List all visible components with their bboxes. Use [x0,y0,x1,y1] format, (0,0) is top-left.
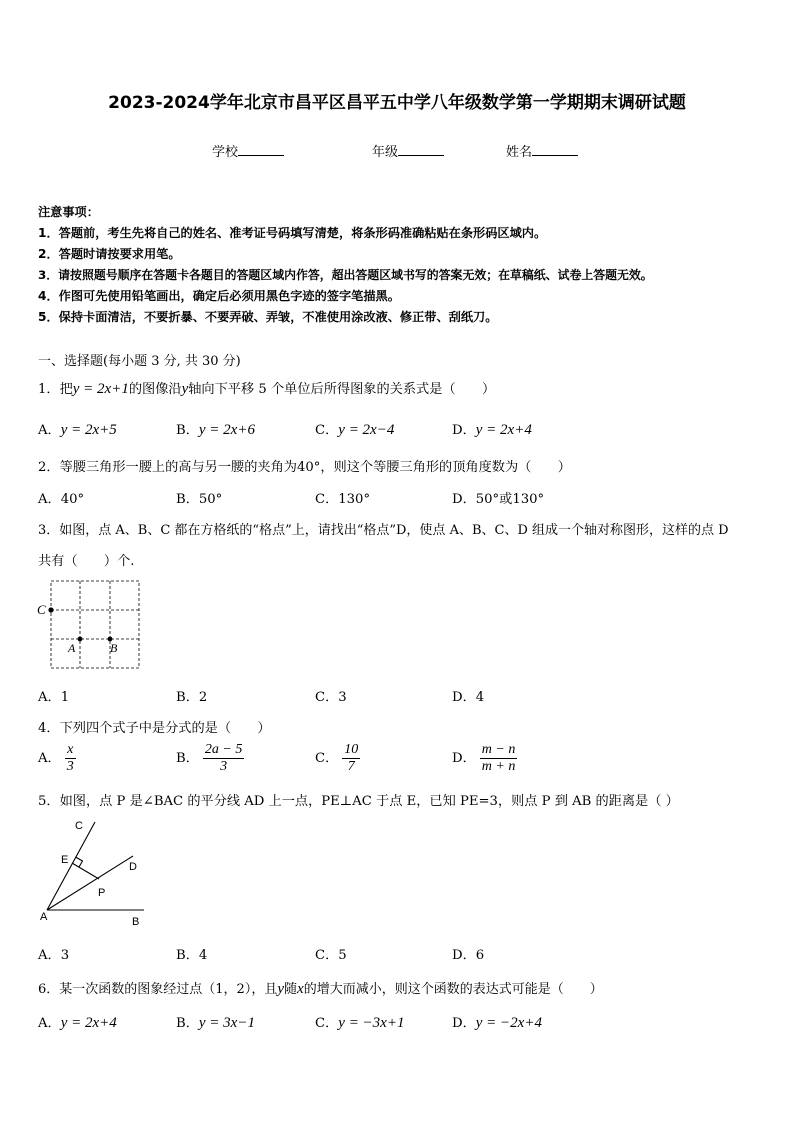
q3-option-d[interactable]: D．4 [452,690,485,705]
note-item: 1．答题前，考生先将自己的姓名、准考证号码填写清楚，将条形码准确粘贴在条形码区域内。 [38,226,547,240]
q4-option-c[interactable]: C． $\frac{10}{7}$ [315,742,359,774]
q6-option-b[interactable]: B．y = 3x−1 [176,1015,255,1031]
name-field: 姓名 [506,141,578,160]
fraction: $\frac{2a - 5}{3}$ [204,742,243,774]
grade-field: 年级 [372,141,444,160]
school-field: 学校 [212,141,284,160]
fraction: $\frac{10}{7}$ [344,742,359,774]
q4-option-a[interactable]: A． $\frac{x}{3}$ [38,742,74,774]
name-blank [532,144,578,156]
fraction: $\frac{x}{3}$ [66,742,74,774]
q6-option-d[interactable]: D．y = −2x+4 [452,1015,542,1031]
q5-option-d[interactable]: D．6 [452,948,485,963]
label-a: A [68,641,76,655]
q3-option-c[interactable]: C．3 [315,690,347,705]
label-p: P [98,887,106,899]
q3-option-a[interactable]: A．1 [38,690,70,705]
q5-option-b[interactable]: B．4 [176,948,208,963]
label-b: B [110,641,118,655]
school-blank [238,144,284,156]
note-item: 3．请按照题号顺序在答题卡各题目的答题区域内作答，超出答题区域书写的答案无效；在草稿纸、试卷上答题无效。 [38,268,653,282]
q4-option-d[interactable]: D． $\frac{m - n}{m + n}$ [452,742,516,774]
page-title: 2023-2024学年北京市昌平区昌平五中学八年级数学第一学期期末调研试题 [108,93,686,113]
q1-option-a[interactable]: A．y = 2x+5 [38,422,117,438]
q1-option-d[interactable]: D．y = 2x+4 [452,422,532,438]
fraction: $\frac{m - n}{m + n}$ [481,742,516,774]
q2-option-c[interactable]: C．130° [315,492,371,507]
question-3-line-1: 3．如图，点 A、B、C 都在方格纸的“格点”上，请找出“格点”D，使点 A、B、C、D 组成一个轴对称图形，这样的点 D [38,523,729,538]
question-3-line-2: 共有（ ）个. [38,554,135,569]
q4-option-b[interactable]: B． $\frac{2a - 5}{3}$ [176,742,243,774]
grade-blank [398,144,444,156]
question-6: 6．某一次函数的图象经过点（1，2），且y随x的增大而减小，则这个函数的表达式可能是（ ） [38,981,603,997]
q5-option-a[interactable]: A．3 [38,948,70,963]
label-a: A [40,911,48,923]
q1-option-c[interactable]: C．y = 2x−4 [315,422,395,438]
q3-option-b[interactable]: B．2 [176,690,208,705]
grid-figure [34,576,146,672]
label-c: C [37,602,46,617]
note-item: 5．保持卡面清洁，不要折暴、不要弄破、弄皱，不准使用涂改液、修正带、刮纸刀。 [38,310,498,324]
label-d: D [129,861,137,873]
label-c: C [75,820,83,832]
question-5: 5．如图，点 P 是∠BAC 的平分线 AD 上一点，PE⊥AC 于点 E，已知 PE=3，则点 P 到 AB 的距离是（ ） [38,794,679,809]
note-item: 4．作图可先使用铅笔画出，确定后必须用黑色字迹的签字笔描黑。 [38,289,400,303]
q6-option-c[interactable]: C．y = −3x+1 [315,1015,405,1031]
point-a [78,637,83,642]
angle-bisector-figure [36,814,156,930]
label-e: E [61,854,69,866]
q1-option-b[interactable]: B．y = 2x+6 [176,422,255,438]
question-1: 1．把y = 2x+1的图像沿y轴向下平移 5 个单位后所得图象的关系式是（ ） [38,381,496,397]
q2-option-a[interactable]: A．40° [38,492,85,507]
q2-option-b[interactable]: B．50° [176,492,223,507]
question-4: 4．下列四个式子中是分式的是（ ） [38,721,271,736]
section-heading: 一、选择题(每小题 3 分, 共 30 分) [38,354,241,369]
q5-option-c[interactable]: C．5 [315,948,347,963]
point-c [48,607,53,612]
note-item: 2．答题时请按要求用笔。 [38,247,181,261]
notes-heading: 注意事项： [38,205,99,219]
question-2: 2．等腰三角形一腰上的高与另一腰的夹角为40°，则这个等腰三角形的顶角度数为（ ） [38,460,571,475]
q6-option-a[interactable]: A．y = 2x+4 [38,1015,117,1031]
label-b: B [132,916,140,928]
q2-option-d[interactable]: D．50°或130° [452,492,545,507]
